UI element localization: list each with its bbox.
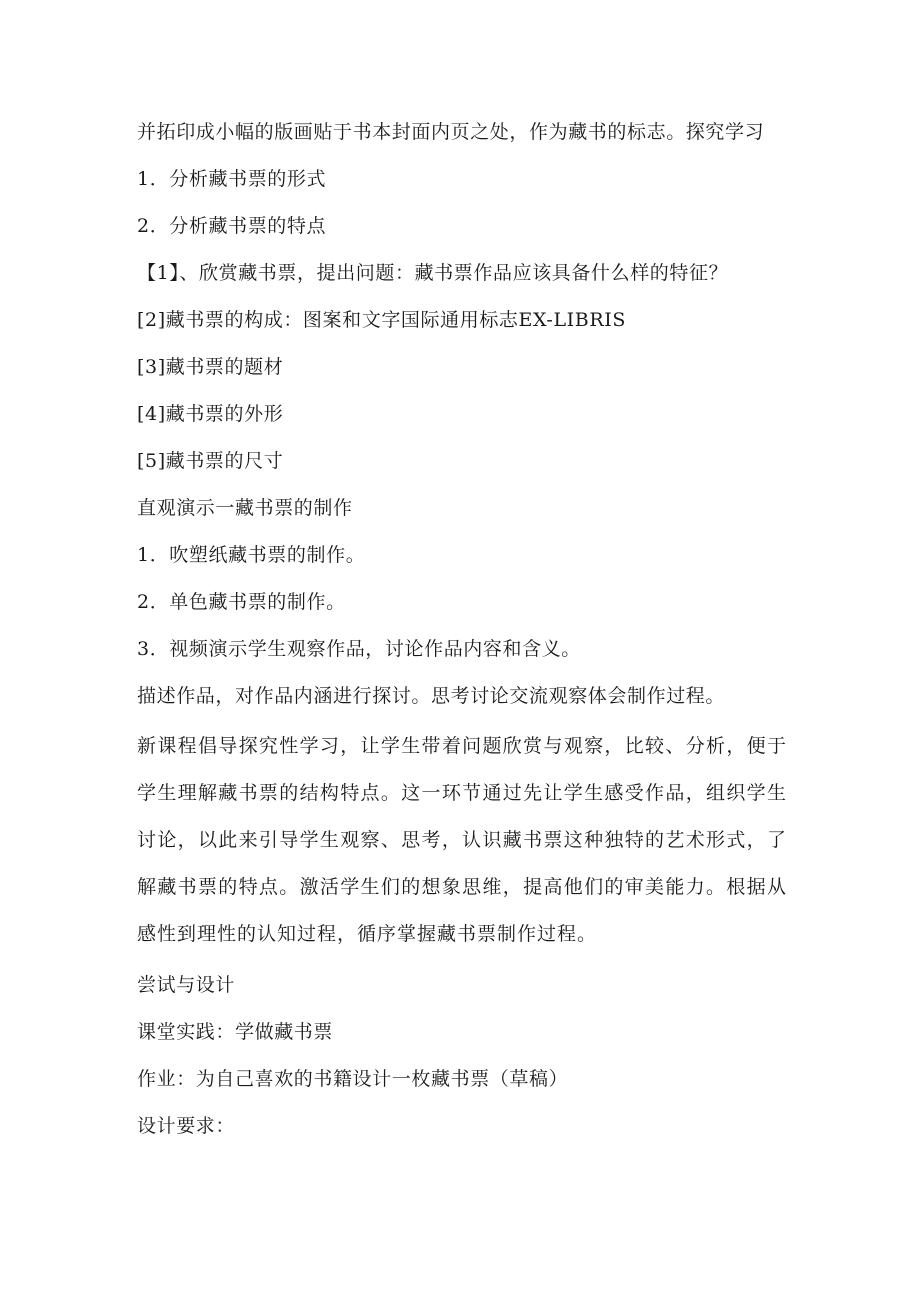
text-line-demo-heading: 直观演示一藏书票的制作 — [137, 497, 353, 519]
text-line-shape: [4]藏书票的外形 — [137, 403, 284, 425]
text-line-demo-3: 3．视频演示学生观察作品，讨论作品内容和含义。 — [137, 638, 581, 660]
text-line-item-2: 2．分析藏书票的特点 — [137, 215, 327, 237]
text-line-subject: [3]藏书票的题材 — [137, 356, 284, 378]
text-line-homework: 作业：为自己喜欢的书籍设计一枚藏书票（草稿） — [137, 1068, 569, 1090]
text-line-describe: 描述作品，对作品内涵进行探讨。思考讨论交流观察体会制作过程。 — [137, 685, 726, 707]
text-line-intro: 并拓印成小幅的版画贴于书本封面内页之处，作为藏书的标志。探究学习 — [137, 121, 765, 143]
text-line-demo-2: 2．单色藏书票的制作。 — [137, 591, 346, 613]
text-line-question: 【1】、欣赏藏书票，提出问题：藏书票作品应该具备什么样的特征？ — [137, 262, 729, 284]
text-line-try-design: 尝试与设计 — [137, 974, 236, 996]
text-line-composition: [2]藏书票的构成：图案和文字国际通用标志EX-LIBRIS — [137, 309, 626, 331]
document-body — [137, 112, 787, 1153]
text-line-item-1: 1．分析藏书票的形式 — [137, 168, 327, 190]
text-line-size: [5]藏书票的尺寸 — [137, 450, 284, 472]
text-paragraph-rationale: 新课程倡导探究性学习，让学生带着问题欣赏与观察，比较、分析，便于学生理解藏书票的结构特点。这一环节通过先让学生感受作品，组织学生讨论，以此来引导学生观察、思考，认识藏书票这种独特的艺术形式，了解藏书票的特点。激活学生们的想象思维，提高他们的审美能力。根据从感性到理性的认知过程，循序掌握藏书票制作过程。 — [137, 735, 787, 945]
text-line-requirements: 设计要求： — [137, 1115, 236, 1137]
text-line-demo-1: 1．吹塑纸藏书票的制作。 — [137, 544, 366, 566]
text-line-practice: 课堂实践：学做藏书票 — [137, 1021, 334, 1043]
